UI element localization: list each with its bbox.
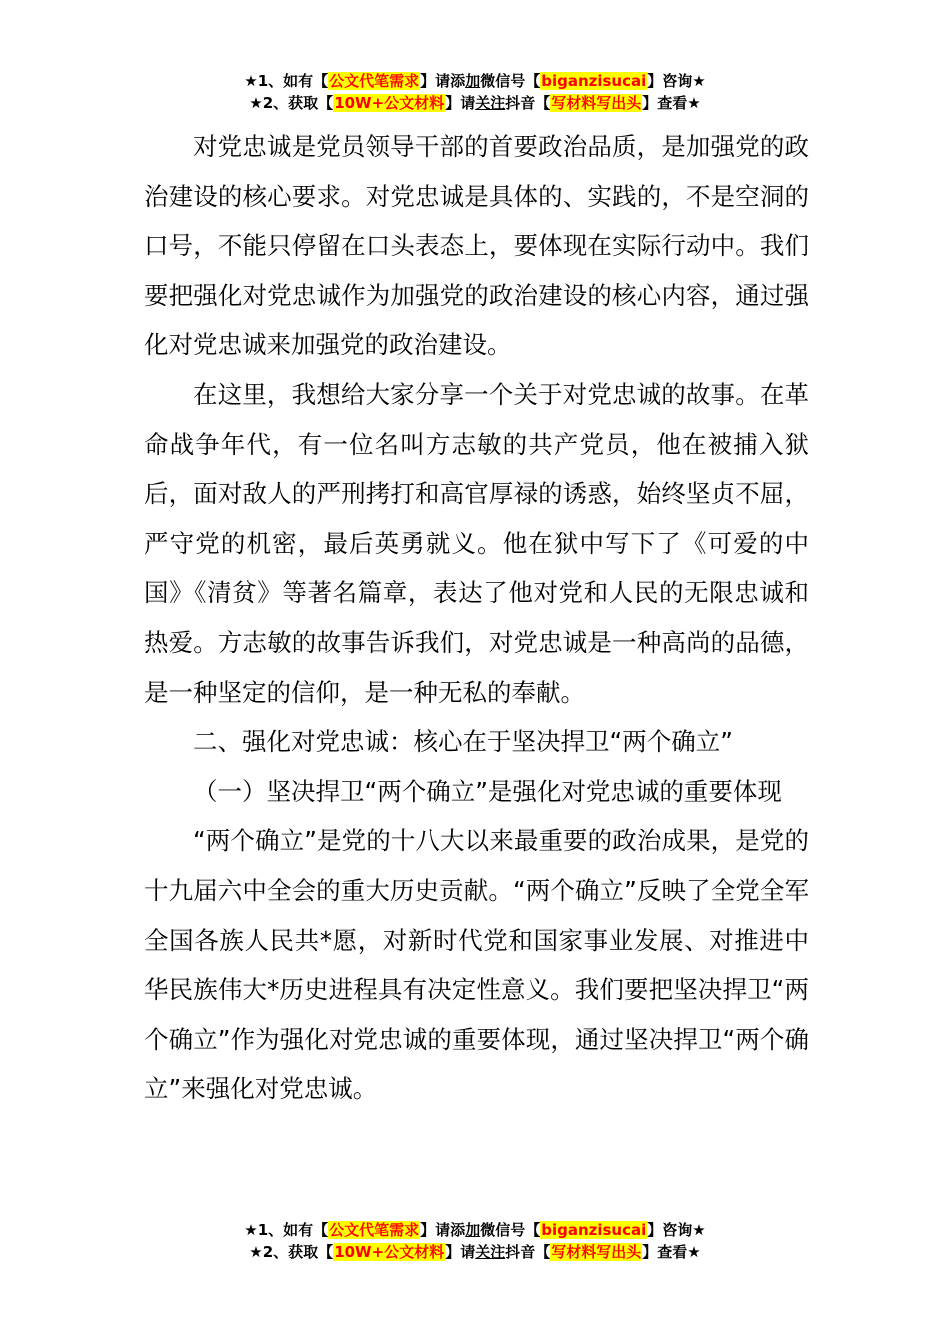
body-paragraph: 在这里，我想给大家分享一个关于对党忠诚的故事。在革命战争年代，有一位名叫方志敏的共产党员，他在被捕入狱后，面对敌人的严刑拷打和高官厚禄的诱惑，始终坚贞不屈，严守党的机密，最后英勇就义。他在狱中写下了《可爱的中国》《清贫》等著名篇章，表达了他对党和人民的无限忠诚和热爱。方志敏的故事告诉我们，对党忠诚是一种高尚的品德，是一种坚定的信仰，是一种无私的奉献。 [144,379,809,707]
subsection-heading: （一）坚决捍卫“两个确立”是强化对党忠诚的重要体现 [193,776,782,806]
body-paragraph: 对党忠诚是党员领导干部的首要政治品质，是加强党的政治建设的核心要求。对党忠诚是具体的、实践的，不是空洞的口号，不能只停留在口头表态上，要体现在实际行动中。我们要把强化对党忠诚作为加强党的政治建设的核心内容，通过强化对党忠诚来加强党的政治建设。 [144,132,809,360]
promo-text: ★1、如有【 [244,72,329,90]
promo-highlight: biganzisucai [541,1221,647,1239]
promo-text: 微信号【 [480,72,541,90]
body-paragraph: “两个确立”是党的十八大以来最重要的政治成果，是党的十九届六中全会的重大历史贡献。“两个确立”反映了全党全军全国各族人民共*愿，对新时代党和国家事业发展、对推进中华民族伟大*历史进程具有决定性意义。我们要把坚决捍卫“两个确立”作为强化对党忠诚的重要体现，通过坚决捍卫“两个确立”来强化对党忠诚。 [144,826,809,1104]
promo-highlight: 公文代笔需求 [329,72,420,90]
promo-text: 】请添 [420,1221,466,1239]
promo-text: 】咨询★ [647,1221,706,1239]
promo-highlight: 写材料写出头 [551,94,642,112]
promo-line-2 [0,1241,950,1263]
promo-text: 】查看★ [642,94,701,112]
promo-highlight: 10W+公文材料 [334,94,445,112]
promo-text: ★2、获取【 [249,94,334,112]
promo-highlight: 写材料写出头 [551,1243,642,1261]
promo-line-1 [0,1219,950,1241]
promo-text: ★1、如有【 [244,1221,329,1239]
promo-underline: 关注 [475,94,506,112]
section-heading: 二、强化对党忠诚：核心在于坚决捍卫“两个确立” [193,727,733,757]
promo-highlight: 10W+公文材料 [334,1243,445,1261]
header-promo-banner [0,70,950,114]
promo-text: 】查看★ [642,1243,701,1261]
promo-text: 抖音【 [505,1243,551,1261]
promo-text: 微信号【 [480,1221,541,1239]
promo-text: 】请 [445,94,476,112]
promo-highlight: biganzisucai [541,72,647,90]
promo-underline: 加 [465,1221,481,1239]
promo-text: 】请 [445,1243,476,1261]
promo-underline: 关注 [475,1243,506,1261]
document-body [144,122,809,1114]
promo-highlight: 公文代笔需求 [329,1221,420,1239]
promo-text: 抖音【 [505,94,551,112]
promo-line-1 [0,70,950,92]
promo-text: ★2、获取【 [249,1243,334,1261]
promo-line-2 [0,92,950,114]
footer-promo-banner [0,1219,950,1263]
promo-text: 】咨询★ [647,72,706,90]
promo-underline: 加 [465,72,481,90]
promo-text: 】请添 [420,72,466,90]
